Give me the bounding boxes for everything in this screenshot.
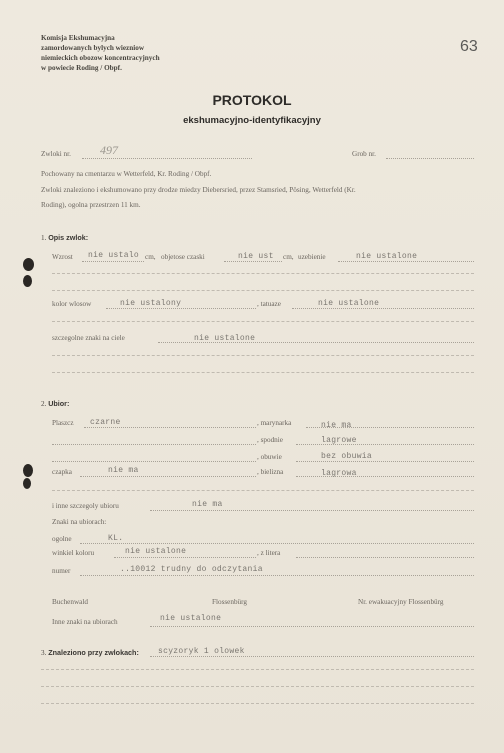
kolor-value: nie ustalony (120, 299, 182, 308)
litera-label: , z litera (257, 549, 281, 557)
znaki-ubior-label: Znaki na ubiorach: (52, 518, 107, 526)
plaszcz-line (84, 427, 256, 428)
grob-label: Grob nr. (352, 150, 376, 158)
znaki-value: nie ustalone (194, 334, 256, 343)
marynarka-label: , marynarka (257, 419, 292, 427)
section-1-title: Opis zwlok: (48, 233, 89, 242)
winkiel-value: nie ustalone (125, 547, 187, 556)
inne-znaki-line (150, 626, 474, 627)
tatuaze-value: nie ustalone (318, 299, 380, 308)
blank-line (52, 444, 256, 445)
document-subtitle: ekshumacyjno-identyfikacyjny (183, 115, 321, 126)
czapka-line (80, 476, 256, 477)
found-text-2: Roding), ogolna przestrzen 11 km. (41, 201, 141, 209)
found-text-1: Zwloki znaleziono i ekshumowano przy drodze miedzy Diebersried, przez Stamsried, Pösing, Wetterfeld (Kr. (41, 186, 356, 194)
wzrost-label: Wzrost (52, 253, 73, 261)
spodnie-value: lagrowe (321, 436, 357, 445)
zwloki-line (82, 158, 252, 159)
blank-line (41, 669, 474, 670)
uzebienie-line (338, 261, 474, 262)
ogolne-value: KL. (108, 534, 124, 543)
buchenwald-label: Buchenwald (52, 598, 88, 606)
blank-line (52, 490, 474, 491)
czapka-value: nie ma (108, 466, 139, 475)
section-2-heading (41, 399, 69, 408)
org-line-3: niemieckich obozow koncentracyjnych (41, 54, 160, 62)
czaszka-label: objetose czaski (161, 253, 205, 261)
blank-line (52, 461, 256, 462)
inne-znaki-label: Inne znaki na ubiorach (52, 618, 118, 626)
section-1-heading (41, 233, 88, 242)
org-line-4: w powiecie Roding / Obpf. (41, 64, 122, 72)
zwloki-value: 497 (100, 143, 118, 157)
znaki-label: szczegolne znaki na ciele (52, 334, 125, 342)
obuwie-label: , obuwie (257, 453, 282, 461)
ogolne-label: ogolne (52, 535, 72, 543)
punch-hole (23, 464, 33, 477)
uzebienie-value: nie ustalone (356, 252, 418, 261)
section-2-title: Ubior: (48, 399, 70, 408)
punch-hole (23, 258, 34, 271)
obuwie-line (296, 461, 474, 462)
marynarka-value: nie ma (321, 421, 352, 430)
bielizna-label: , bielizna (257, 468, 284, 476)
litera-line (296, 557, 474, 558)
kolor-line (106, 308, 256, 309)
section-3-title: Znaleziono przy zwlokach: (48, 648, 139, 657)
czaszka-line (224, 261, 282, 262)
document-title: PROTOKOL (212, 92, 292, 108)
org-line-2: zamordowanych bylych wiezniow (41, 44, 145, 52)
zwloki-label: Zwloki nr. (41, 150, 71, 158)
numer-label: numer (52, 567, 71, 575)
grob-line (386, 158, 474, 159)
plaszcz-label: Plaszcz (52, 419, 74, 427)
section-3-number: 3. (41, 649, 47, 657)
burial-text: Pochowany na cmentarzu w Wetterfeld, Kr. Roding / Obpf. (41, 170, 212, 178)
bielizna-value: lagrowa (321, 469, 357, 478)
plaszcz-value: czarne (90, 418, 121, 427)
tatuaze-line (292, 308, 474, 309)
flossenburg-label: Flossenbürg (212, 598, 248, 606)
wzrost-value: nie ustalo (88, 251, 140, 260)
punch-hole (23, 275, 32, 287)
inne-znaki-value: nie ustalone (160, 614, 222, 623)
obuwie-value: bez obuwia (321, 452, 373, 461)
section-3-value: scyzoryk 1 olowek (158, 647, 245, 656)
punch-hole (23, 478, 31, 489)
blank-line (52, 290, 474, 291)
inne-line (150, 510, 474, 511)
czaszka-value: nie ust (238, 252, 274, 261)
blank-line (41, 703, 474, 704)
wzrost-line (82, 261, 144, 262)
numer-line (80, 575, 474, 576)
numer-value: ..10012 trudny do odczytania (120, 565, 263, 574)
uzebienie-label: uzebienie (298, 253, 326, 261)
inne-value: nie ma (192, 500, 223, 509)
kolor-label: kolor wlosow (52, 300, 92, 308)
wzrost-unit: cm, (145, 253, 156, 261)
organization-header (41, 33, 160, 73)
section-1-number: 1. (41, 234, 47, 242)
czapka-label: czapka (52, 468, 72, 476)
blank-line (52, 355, 474, 356)
czaszka-unit: cm, (283, 253, 294, 261)
blank-line (52, 273, 474, 274)
org-line-1: Komisja Ekshumacyjna (41, 34, 115, 42)
section-3-line (150, 656, 474, 657)
tatuaze-label: , tatuaze (257, 300, 281, 308)
ogolne-line (80, 543, 474, 544)
page-number: 63 (460, 38, 478, 55)
blank-line (52, 321, 474, 322)
section-3-heading (41, 648, 139, 657)
blank-line (52, 372, 474, 373)
winkiel-line (114, 557, 256, 558)
section-2-number: 2. (41, 400, 47, 408)
ewakuacyjny-label: Nr. ewakuacyjny Flossenbürg (358, 598, 444, 606)
inne-label: i inne szczegoly ubioru (52, 502, 119, 510)
blank-line (41, 686, 474, 687)
winkiel-label: winkiel koloru (52, 549, 95, 557)
spodnie-label: , spodnie (257, 436, 283, 444)
